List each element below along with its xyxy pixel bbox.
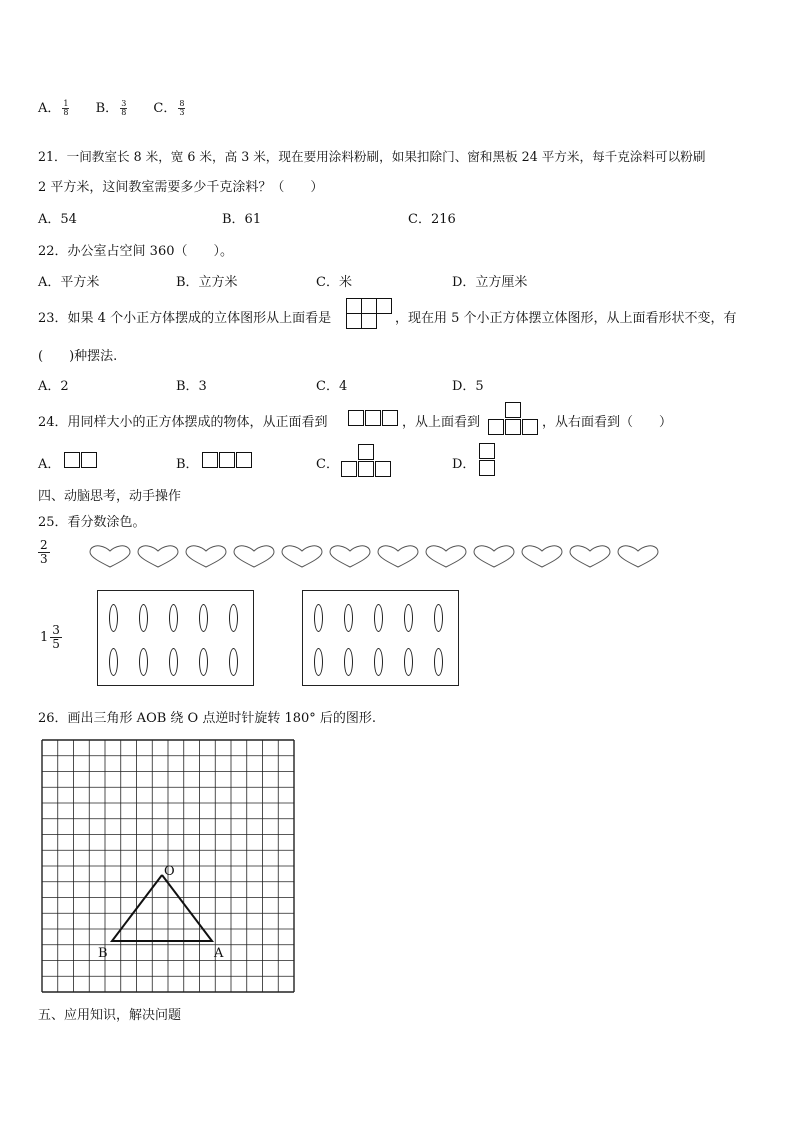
q21-option-c: C．216 [408, 212, 456, 227]
oval-shape [229, 604, 238, 632]
q23-option-a: A．2 [38, 379, 69, 394]
q23-option-d: D．5 [452, 379, 484, 394]
oval-shape [169, 604, 178, 632]
q23-text-b: ，现在用 5 个小正方体摆立体图形，从上面看形状不变，有 [395, 311, 737, 326]
q23-text-a: 23．如果 4 个小正方体摆成的立体图形从上面看是 [38, 311, 332, 326]
q24-option-a-figure [64, 452, 100, 470]
q21-option-a: A．54 [38, 212, 77, 227]
heart-shape [136, 545, 180, 569]
oval-shape [374, 604, 383, 632]
heart-shape [616, 545, 660, 569]
heart-shape [232, 545, 276, 569]
oval-shape [344, 648, 353, 676]
oval-shape [404, 604, 413, 632]
q21-text-line1: 21．一间教室长 8 米，宽 6 米，高 3 米，现在要用涂料粉刷，如果扣除门、窗和黑板 24 平方米，每千克涂料可以粉刷 [38, 149, 706, 164]
heart-shape [184, 545, 228, 569]
heart-shape [88, 545, 132, 569]
q21-text-line2: 2 平方米，这间教室需要多少千克涂料？（ ） [38, 180, 324, 195]
q24-option-c-label: C． [316, 457, 339, 472]
q24-option-d [452, 453, 475, 472]
q24-option-a [38, 453, 60, 472]
q22-option-b: B．立方米 [176, 275, 238, 290]
label-a: A [214, 946, 224, 961]
q24-option-b [176, 453, 199, 472]
oval-shape [344, 604, 353, 632]
q26-grid-figure [40, 738, 296, 994]
oval-shape [199, 648, 208, 676]
q23-text-line2: ( )种摆法. [38, 349, 118, 364]
q22-option-d: D．立方厘米 [452, 275, 528, 290]
oval-shape [314, 648, 323, 676]
q24-text-a: 24．用同样大小的正方体摆成的物体，从正面看到 [38, 415, 328, 430]
heart-shape [568, 545, 612, 569]
heart-shape [376, 545, 420, 569]
oval-shape [109, 648, 118, 676]
oval-shape [434, 648, 443, 676]
q24-text-b: ，从上面看到 [402, 415, 481, 430]
oval-shape [374, 648, 383, 676]
q24-text-c: ，从右面看到（ ） [542, 415, 673, 430]
section-5-heading: 五、应用知识，解决问题 [38, 1008, 182, 1023]
q24-option-a-label: A． [38, 457, 61, 472]
q20-option-a: A． $\frac{1}{8}$ [38, 99, 69, 117]
oval-shape [404, 648, 413, 676]
q24-option-c [316, 453, 339, 472]
q23-option-b: B．3 [176, 379, 207, 394]
q26-text: 26．画出三角形 AOB 绕 O 点逆时针旋转 180° 后的图形. [38, 711, 377, 726]
q20-option-c: C． $\frac{8}{3}$ [153, 99, 185, 117]
q20-options [38, 97, 187, 117]
q24-front-view-figure [348, 410, 400, 428]
oval-shape [229, 648, 238, 676]
q24-option-c-figure [341, 444, 393, 480]
oval-shape [199, 604, 208, 632]
oval-shape [434, 604, 443, 632]
heart-shape [520, 545, 564, 569]
oval-shape [109, 604, 118, 632]
q24-option-b-label: B． [176, 457, 199, 472]
q24-top-view-figure [488, 402, 540, 438]
q22-option-a: A．平方米 [38, 275, 100, 290]
oval-shape [314, 604, 323, 632]
q25-text: 25．看分数涂色。 [38, 515, 146, 530]
heart-shape [472, 545, 516, 569]
label-o: O [164, 864, 175, 879]
q25-fraction-2-3: $\frac{2}{3}$ [40, 538, 48, 567]
q24-option-d-label: D． [452, 457, 476, 472]
q25-hearts-row [88, 545, 668, 571]
q20-option-b: B． $\frac{3}{8}$ [95, 99, 127, 117]
q23-top-view-figure [346, 298, 394, 330]
q24-option-b-figure [202, 452, 254, 470]
q22-text: 22．办公室占空间 360（ ）。 [38, 244, 233, 259]
q22-option-c: C．米 [316, 275, 352, 290]
heart-shape [424, 545, 468, 569]
q24-option-d-figure [479, 443, 497, 479]
q23-option-c: C．4 [316, 379, 348, 394]
label-b: B [98, 946, 108, 961]
q25-fraction-1-3-5: 1 $\frac{3}{5}$ [40, 623, 60, 652]
q21-option-b: B．61 [222, 212, 262, 227]
heart-shape [328, 545, 372, 569]
heart-shape [280, 545, 324, 569]
oval-shape [139, 648, 148, 676]
oval-shape [139, 604, 148, 632]
section-4-heading: 四、动脑思考，动手操作 [38, 489, 182, 504]
triangle-aob [112, 875, 212, 941]
oval-shape [169, 648, 178, 676]
